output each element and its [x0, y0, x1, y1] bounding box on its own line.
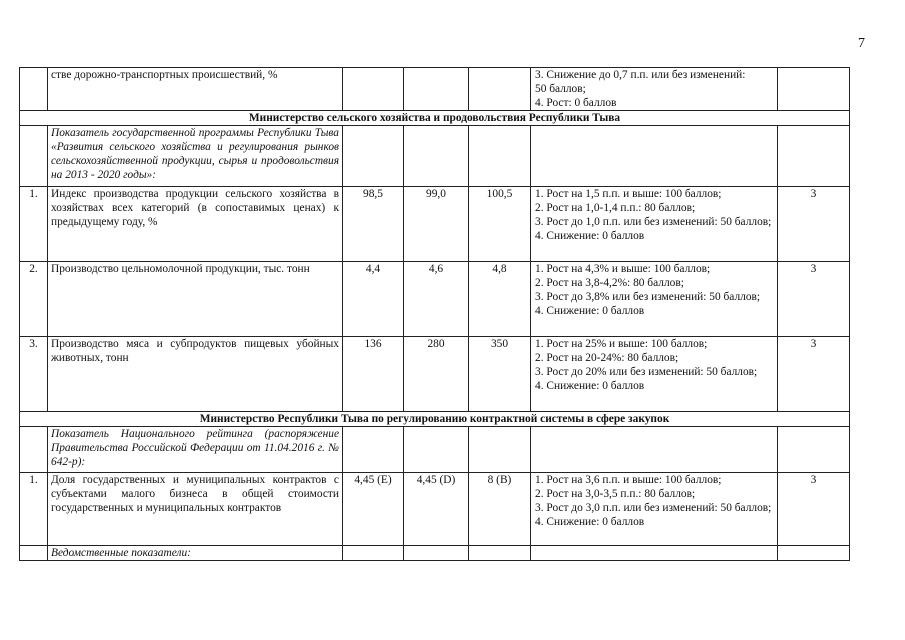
table-row	[20, 68, 850, 111]
value-cell: 4,45 (D)	[404, 473, 469, 546]
section-header-row	[20, 412, 850, 427]
indicator-text: Индекс производства продукции сельского хозяйства в хозяйствах всех категорий (в сопоставимых ценах) к предыдущему году, %	[48, 187, 343, 262]
value-cell: 4,6	[404, 262, 469, 337]
program-title: Показатель государственной программы Республики Тыва «Развития сельского хозяйства и регулирования рынков сельскохозяйственной продукции, сырья и продовольствия на 2013 - 2020 годы»:	[48, 126, 343, 187]
criteria-line: 4. Снижение: 0 баллов	[535, 230, 645, 242]
row-number: 3.	[20, 337, 48, 412]
row-number: 2.	[20, 262, 48, 337]
criteria-line: 3. Рост до 20% или без изменений: 50 баллов;	[535, 366, 758, 378]
criteria-line: 1. Рост на 25% и выше: 100 баллов;	[535, 338, 708, 350]
value-cell: 100,5	[469, 187, 531, 262]
criteria-line: 3. Рост до 1,0 п.п. или без изменений: 50 баллов;	[535, 216, 772, 228]
row-number: 1.	[20, 473, 48, 546]
criteria-line: 3. Рост до 3,0 п.п. или без изменений: 50 баллов;	[535, 502, 772, 514]
criteria-line: 2. Рост на 3,8-4,2%: 80 баллов;	[535, 277, 684, 289]
criteria-line: 2. Рост на 3,0-3,5 п.п.: 80 баллов;	[535, 488, 696, 500]
indicator-text: Доля государственных и муниципальных контрактов с субъектами малого бизнеса в общей стоимости государственных и муниципальных контрактов	[48, 473, 343, 546]
subsection-label: Ведомственные показатели:	[48, 546, 343, 561]
table-row	[20, 262, 850, 337]
criteria-line: 2. Рост на 1,0-1,4 п.п.: 80 баллов;	[535, 202, 696, 214]
score-cell: 3	[778, 473, 850, 546]
value-cell: 99,0	[404, 187, 469, 262]
criteria-line: 50 баллов;	[535, 83, 586, 95]
criteria-cell	[531, 187, 778, 262]
value-cell: 4,4	[343, 262, 404, 337]
table-row	[20, 427, 850, 473]
criteria-line: 4. Снижение: 0 баллов	[535, 516, 645, 528]
value-cell: 8 (B)	[469, 473, 531, 546]
criteria-line: 3. Рост до 3,8% или без изменений: 50 баллов;	[535, 291, 761, 303]
table-row	[20, 473, 850, 546]
criteria-line: 4. Рост: 0 баллов	[535, 97, 617, 109]
indicator-text: стве дорожно-транспортных происшествий, %	[48, 68, 343, 111]
section-header-row	[20, 111, 850, 126]
criteria-line: 1. Рост на 1,5 п.п. и выше: 100 баллов;	[535, 188, 722, 200]
indicators-table	[19, 67, 850, 561]
section-title: Министерство сельского хозяйства и продовольствия Республики Тыва	[20, 111, 850, 126]
indicator-text: Производство цельномолочной продукции, тыс. тонн	[48, 262, 343, 337]
value-cell: 280	[404, 337, 469, 412]
page-number: 7	[858, 36, 865, 51]
criteria-line: 3. Снижение до 0,7 п.п. или без изменений:	[535, 69, 746, 81]
value-cell: 4,45 (E)	[343, 473, 404, 546]
indicator-text: Производство мяса и субпродуктов пищевых убойных животных, тонн	[48, 337, 343, 412]
value-cell: 136	[343, 337, 404, 412]
value-cell: 98,5	[343, 187, 404, 262]
criteria-cell	[531, 473, 778, 546]
criteria-cell	[531, 337, 778, 412]
criteria-line: 1. Рост на 4,3% и выше: 100 баллов;	[535, 263, 711, 275]
criteria-line: 1. Рост на 3,6 п.п. и выше: 100 баллов;	[535, 474, 722, 486]
table-row	[20, 126, 850, 187]
table-row	[20, 337, 850, 412]
section-title: Министерство Республики Тыва по регулированию контрактной системы в сфере закупок	[20, 412, 850, 427]
criteria-line: 2. Рост на 20-24%: 80 баллов;	[535, 352, 679, 364]
value-cell: 350	[469, 337, 531, 412]
table-row	[20, 187, 850, 262]
program-title: Показатель Национального рейтинга (распоряжение Правительства Российской Федерации от 11.04.2016 г. № 642-р):	[48, 427, 343, 473]
criteria-cell	[531, 68, 778, 111]
row-number: 1.	[20, 187, 48, 262]
score-cell: 3	[778, 262, 850, 337]
score-cell: 3	[778, 187, 850, 262]
score-cell: 3	[778, 337, 850, 412]
criteria-cell	[531, 262, 778, 337]
criteria-line: 4. Снижение: 0 баллов	[535, 380, 645, 392]
criteria-line: 4. Снижение: 0 баллов	[535, 305, 645, 317]
table-row	[20, 546, 850, 561]
value-cell: 4,8	[469, 262, 531, 337]
